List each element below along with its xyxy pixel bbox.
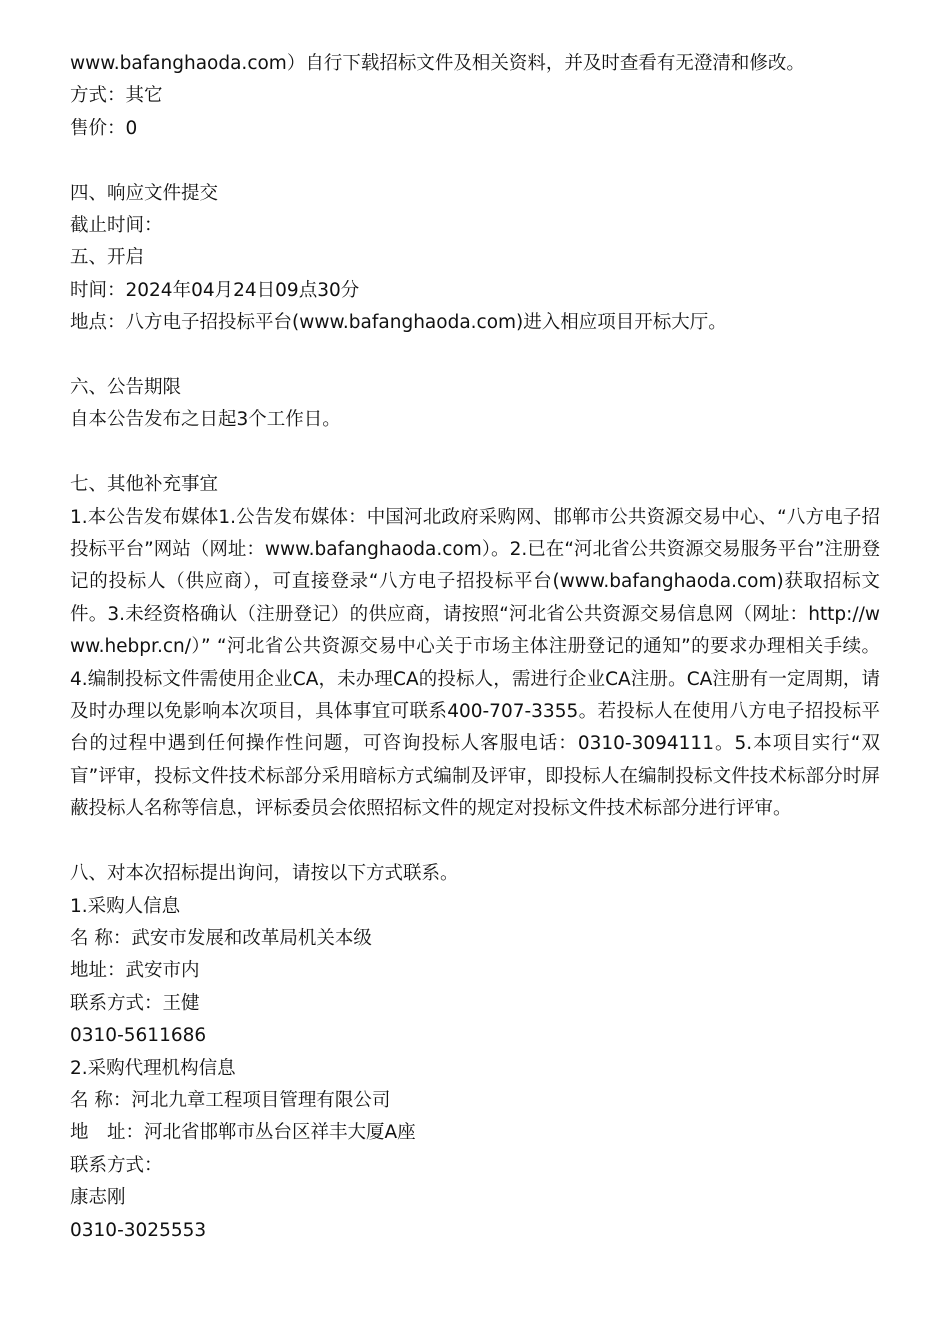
opening-place: 地点：八方电子招投标平台(www.bafanghaoda.com)进入相应项目开标大厅。 <box>70 312 727 334</box>
supplementary-paragraph: 1.本公告发布媒体1.公告发布媒体：中国河北政府采购网、邯郸市公共资源交易中心、“八方电子招投标平台”网站（网址：www.bafanghaoda.com）。2.已在“河北省公共资源交易服务平台”注册登记的投标人（供应商），可直接登录“八方电子招投标平台(www.bafanghaoda.com)获取招标文件。3.未经资格确认（注册登记）的供应商，请按照“河北省公共资源交易信息网（网址：http://www.hebpr.cn/）” “河北省公共资源交易中心关于市场主体注册登记的通知”的要求办理相关手续。4.编制投标文件需使用企业CA，未办理CA的投标人，需进行企业CA注册。CA注册有一定周期，请及时办理以免影响本次项目，具体事宜可联系400-707-3355。若投标人在使用八方电子招投标平台的过程中遇到任何操作性问题，可咨询投标人客服电话：0310-3094111。5.本项目实行“双盲”评审，投标文件技术标部分采用暗标方式编制及评审，即投标人在编制投标文件技术标部分时屏蔽投标人名称等信息，评标委员会依照招标文件的规定对投标文件技术标部分进行评审。 <box>70 506 880 820</box>
section-heading-opening: 五、开启 <box>70 247 145 269</box>
purchaser-name: 名 称：武安市发展和改革局机关本级 <box>70 927 372 949</box>
section-spacer <box>70 437 880 469</box>
section-heading-supplementary: 七、其他补充事宜 <box>70 474 219 496</box>
purchaser-title: 1.采购人信息 <box>70 895 181 917</box>
section-spacer <box>70 340 880 372</box>
purchaser-contact: 联系方式：王健 <box>70 992 200 1014</box>
agency-title: 2.采购代理机构信息 <box>70 1057 236 1079</box>
section-heading-notice-period: 六、公告期限 <box>70 377 182 399</box>
download-instruction: www.bafanghaoda.com）自行下载招标文件及相关资料，并及时查看有无澄清和修改。 <box>70 53 805 74</box>
purchaser-address: 地址：武安市内 <box>70 960 200 982</box>
section-heading-contact: 八、对本次招标提出询问，请按以下方式联系。 <box>70 863 459 885</box>
agency-contact-label: 联系方式： <box>70 1154 163 1176</box>
purchase-method: 方式：其它 <box>70 85 163 107</box>
section-spacer <box>70 826 880 858</box>
submission-deadline: 截止时间： <box>70 215 163 237</box>
opening-time: 时间：2024年04月24日09点30分 <box>70 279 360 301</box>
agency-phone: 0310-3025553 <box>70 1219 207 1241</box>
section-spacer <box>70 145 880 177</box>
notice-period-text: 自本公告发布之日起3个工作日。 <box>70 409 341 431</box>
section-heading-submission: 四、响应文件提交 <box>70 182 219 204</box>
agency-name: 名 称：河北九章工程项目管理有限公司 <box>70 1089 391 1111</box>
document-price: 售价：0 <box>70 117 138 139</box>
agency-contact-person: 康志刚 <box>70 1187 126 1209</box>
document-page <box>70 48 880 1247</box>
agency-address: 地 址：河北省邯郸市丛台区祥丰大厦A座 <box>70 1122 416 1144</box>
purchaser-phone: 0310-5611686 <box>70 1025 207 1047</box>
